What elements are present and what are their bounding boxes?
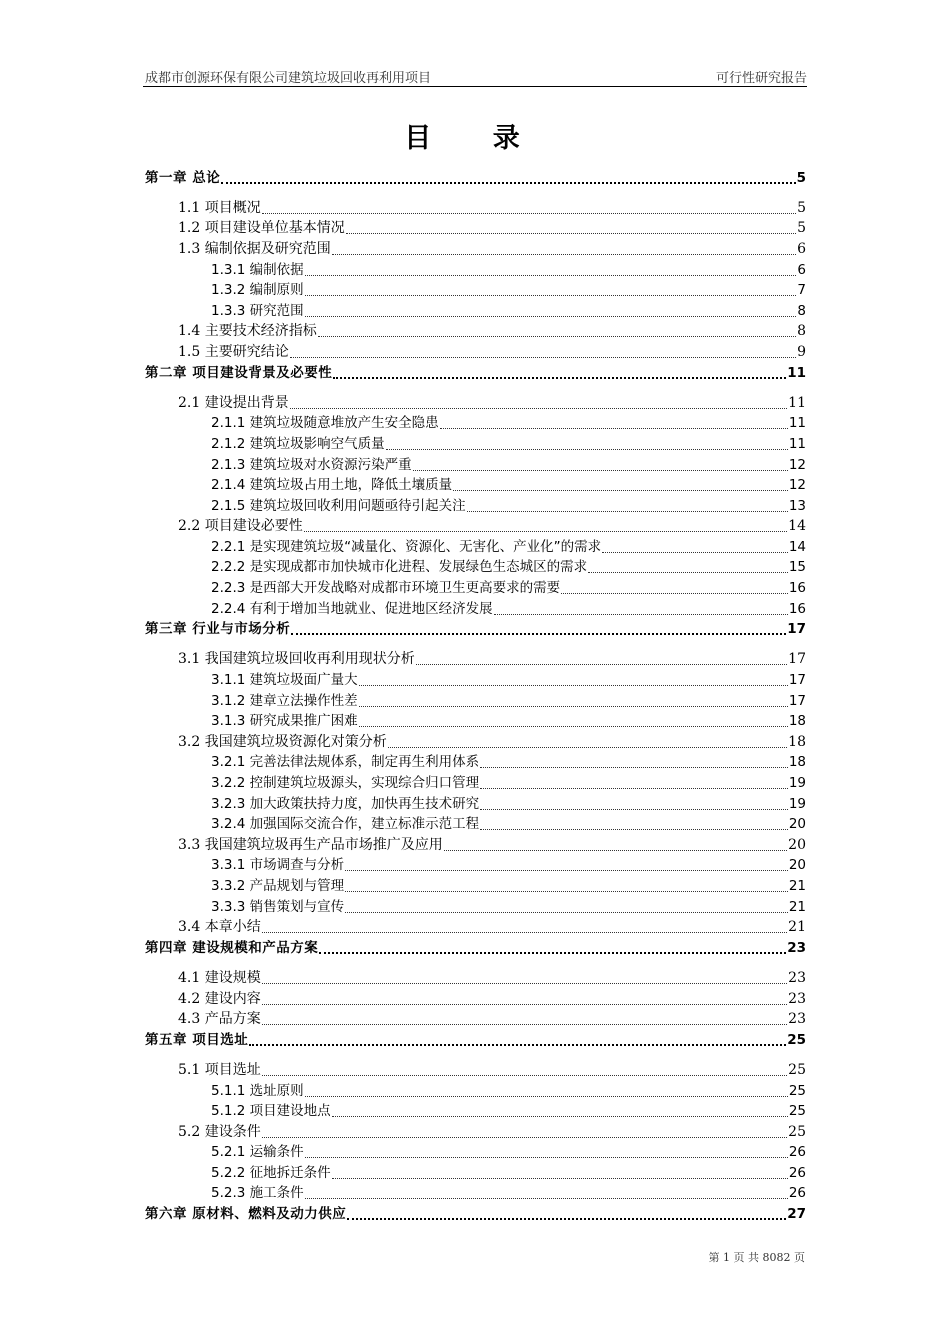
toc-page-number: 25 xyxy=(788,1082,806,1099)
toc-page-number: 21 xyxy=(788,919,806,936)
page-title: 目 录 xyxy=(404,123,546,154)
toc-dot-leader xyxy=(345,890,788,892)
toc-page-number: 9 xyxy=(797,343,806,360)
toc-page-number: 20 xyxy=(788,836,806,853)
toc-page-number: 21 xyxy=(788,898,806,915)
toc-entry-label: 3.3.3 销售策划与宣传 xyxy=(211,898,345,915)
toc-dot-leader xyxy=(290,407,787,409)
toc-dot-leader xyxy=(291,632,786,635)
toc-entry-label: 3.2.3 加大政策扶持力度，加快再生技术研究 xyxy=(211,795,480,812)
toc-dot-leader xyxy=(467,510,788,512)
toc-dot-leader xyxy=(262,1136,787,1138)
toc-entry[interactable] xyxy=(145,1100,806,1121)
toc-dot-leader xyxy=(453,489,788,491)
toc-dot-leader xyxy=(305,1197,788,1199)
toc-entry-label: 2.1.1 建筑垃圾随意堆放产生安全隐患 xyxy=(211,415,439,432)
toc-dot-leader xyxy=(304,530,787,532)
toc-entry[interactable] xyxy=(145,1058,806,1079)
toc-entry[interactable] xyxy=(145,1120,806,1141)
toc-dot-leader xyxy=(262,982,787,984)
toc-entry-label: 1.2 项目建设单位基本情况 xyxy=(178,220,345,237)
toc-entry-label: 1.3.1 编制依据 xyxy=(211,261,304,278)
toc-entry-label: 4.1 建设规模 xyxy=(178,969,261,986)
header-project-name: 成都市创源环保有限公司建筑垃圾回收再利用项目 xyxy=(145,71,432,86)
toc-page-number: 26 xyxy=(788,1164,806,1181)
toc-entry[interactable] xyxy=(145,751,806,772)
toc-page-number: 17 xyxy=(788,692,806,709)
toc-dot-leader xyxy=(588,571,788,573)
toc-entry[interactable] xyxy=(145,730,806,751)
toc-entry[interactable] xyxy=(145,792,806,813)
toc-page-number: 19 xyxy=(788,775,806,791)
table-of-contents xyxy=(145,166,806,1233)
toc-chapter-entry[interactable] xyxy=(145,1202,806,1223)
toc-dot-leader xyxy=(359,705,788,707)
toc-entry[interactable] xyxy=(145,391,806,412)
toc-page-number: 11 xyxy=(788,394,806,411)
toc-entry-label: 第六章 原材料、燃料及动力供应 xyxy=(145,1206,347,1223)
toc-entry[interactable] xyxy=(145,771,806,792)
toc-entry-label: 3.3 我国建筑垃圾再生产品市场推广及应用 xyxy=(178,836,443,853)
toc-page-number: 17 xyxy=(788,672,806,689)
toc-entry-label: 2.2.3 是西部大开发战略对成都市环境卫生更高要求的需要 xyxy=(211,580,561,597)
toc-chapter-entry[interactable] xyxy=(145,936,806,957)
toc-entry[interactable] xyxy=(145,1008,806,1029)
toc-entry-label: 第三章 行业与市场分析 xyxy=(145,621,291,638)
toc-dot-leader xyxy=(249,1043,786,1046)
toc-dot-leader xyxy=(305,274,797,276)
toc-entry-label: 3.2 我国建筑垃圾资源化对策分析 xyxy=(178,733,387,750)
toc-page-number: 14 xyxy=(788,518,806,535)
toc-page-number: 18 xyxy=(788,754,806,771)
toc-entry-label: 2.2.2 是实现成都市加快城市化进程、发展绿色生态城区的需求 xyxy=(211,559,588,576)
toc-entry-label: 4.2 建设内容 xyxy=(178,990,261,1007)
toc-entry-label: 第二章 项目建设背景及必要性 xyxy=(145,364,333,381)
toc-page-number: 19 xyxy=(788,795,806,812)
toc-dot-leader xyxy=(413,469,788,471)
toc-page-number: 8 xyxy=(797,323,806,340)
toc-dot-leader xyxy=(318,335,796,337)
toc-page-number: 26 xyxy=(788,1144,806,1161)
toc-entry-label: 3.1.3 研究成果推广困难 xyxy=(211,713,358,730)
toc-page-number: 25 xyxy=(788,1061,806,1078)
toc-dot-leader xyxy=(359,725,788,727)
toc-page-number: 16 xyxy=(788,600,806,617)
toc-page-number: 8 xyxy=(797,302,806,319)
toc-page-number: 18 xyxy=(788,733,806,750)
toc-entry-label: 2.2.4 有利于增加当地就业、促进地区经济发展 xyxy=(211,600,493,617)
toc-dot-leader xyxy=(333,376,786,379)
toc-chapter-entry[interactable] xyxy=(145,166,806,187)
toc-dot-leader xyxy=(290,356,796,358)
toc-dot-leader xyxy=(494,613,788,615)
toc-entry-label: 3.3.2 产品规划与管理 xyxy=(211,877,345,894)
toc-entry-label: 5.2.1 运输条件 xyxy=(211,1144,304,1161)
toc-page-number: 11 xyxy=(788,415,806,432)
toc-entry[interactable] xyxy=(145,412,806,433)
toc-dot-leader xyxy=(480,808,788,810)
toc-entry[interactable] xyxy=(145,217,806,238)
toc-dot-leader xyxy=(561,592,788,594)
toc-dot-leader xyxy=(444,849,787,851)
toc-entry[interactable] xyxy=(145,494,806,515)
toc-page-number: 6 xyxy=(797,261,806,278)
toc-page-number: 17 xyxy=(787,621,806,638)
toc-entry-label: 2.2 项目建设必要性 xyxy=(178,518,303,535)
toc-page-number: 11 xyxy=(787,364,806,381)
toc-entry[interactable] xyxy=(145,895,806,916)
toc-entry[interactable] xyxy=(145,576,806,597)
toc-page-number: 23 xyxy=(787,939,806,956)
toc-entry-label: 3.2.4 加强国际交流合作，建立标准示范工程 xyxy=(211,816,480,833)
toc-entry-label: 3.1.1 建筑垃圾面广量大 xyxy=(211,672,358,689)
toc-dot-leader xyxy=(305,294,797,296)
toc-entry[interactable] xyxy=(145,196,806,217)
toc-dot-leader xyxy=(262,1074,787,1076)
toc-entry-label: 2.1.2 建筑垃圾影响空气质量 xyxy=(211,435,385,452)
toc-entry-label: 4.3 产品方案 xyxy=(178,1011,261,1028)
toc-page-number: 6 xyxy=(797,240,806,257)
toc-entry-label: 2.2.1 是实现建筑垃圾“减量化、资源化、无害化、产业化”的需求 xyxy=(211,538,602,555)
toc-chapter-entry[interactable] xyxy=(145,618,806,639)
toc-entry-label: 2.1 建设提出背景 xyxy=(178,394,289,411)
toc-entry[interactable] xyxy=(145,320,806,341)
toc-entry-label: 3.4 本章小结 xyxy=(178,919,261,936)
toc-page-number: 12 xyxy=(788,477,806,494)
toc-page-number: 25 xyxy=(787,1031,806,1048)
toc-entry-label: 5.2.3 施工条件 xyxy=(211,1185,304,1202)
toc-entry[interactable] xyxy=(145,916,806,937)
toc-dot-leader xyxy=(345,869,788,871)
toc-dot-leader xyxy=(332,1177,788,1179)
toc-entry[interactable] xyxy=(145,813,806,834)
toc-entry-label: 1.4 主要技术经济指标 xyxy=(178,323,317,340)
toc-entry-label: 第一章 总论 xyxy=(145,169,221,186)
toc-page-number: 25 xyxy=(788,1123,806,1140)
toc-entry-label: 第四章 建设规模和产品方案 xyxy=(145,939,319,956)
toc-page-number: 5 xyxy=(797,199,806,216)
toc-entry[interactable] xyxy=(145,258,806,279)
toc-dot-leader xyxy=(480,828,788,830)
toc-dot-leader xyxy=(262,931,787,933)
toc-entry[interactable] xyxy=(145,966,806,987)
toc-dot-leader xyxy=(332,253,796,255)
toc-entry[interactable] xyxy=(145,874,806,895)
toc-page-number: 23 xyxy=(788,990,806,1007)
toc-page-number: 13 xyxy=(788,497,806,514)
toc-page-number: 23 xyxy=(788,969,806,986)
toc-page-number: 20 xyxy=(788,816,806,833)
toc-page-number: 5 xyxy=(796,169,806,186)
toc-entry-label: 3.3.1 市场调查与分析 xyxy=(211,857,345,874)
toc-entry[interactable] xyxy=(145,1141,806,1162)
toc-page-number: 7 xyxy=(797,282,806,299)
toc-entry[interactable] xyxy=(145,987,806,1008)
toc-dot-leader xyxy=(480,766,788,768)
toc-chapter-entry[interactable] xyxy=(145,361,806,382)
toc-entry[interactable] xyxy=(145,1161,806,1182)
toc-page-number: 21 xyxy=(788,877,806,894)
toc-dot-leader xyxy=(262,212,796,214)
toc-dot-leader xyxy=(305,1156,788,1158)
toc-dot-leader xyxy=(386,448,788,450)
toc-dot-leader xyxy=(319,951,786,954)
toc-dot-leader xyxy=(346,232,796,234)
toc-page-number: 27 xyxy=(787,1206,806,1223)
toc-page-number: 5 xyxy=(797,220,806,237)
toc-entry-label: 第五章 项目选址 xyxy=(145,1031,249,1048)
toc-page-number: 12 xyxy=(788,456,806,473)
toc-entry-label: 5.1.2 项目建设地点 xyxy=(211,1103,331,1120)
toc-dot-leader xyxy=(305,315,797,317)
toc-entry-label: 3.1 我国建筑垃圾回收再利用现状分析 xyxy=(178,651,415,668)
toc-page-number: 26 xyxy=(788,1185,806,1202)
toc-dot-leader xyxy=(262,1003,787,1005)
toc-entry-label: 5.1.1 选址原则 xyxy=(211,1082,304,1099)
toc-page-number: 20 xyxy=(788,857,806,874)
toc-entry-label: 3.2.2 控制建筑垃圾源头，实现综合归口管理 xyxy=(211,775,480,791)
toc-entry[interactable] xyxy=(145,710,806,731)
toc-entry[interactable] xyxy=(145,279,806,300)
toc-dot-leader xyxy=(345,911,788,913)
page-header xyxy=(143,66,807,87)
toc-dot-leader xyxy=(221,181,795,184)
toc-page-number: 23 xyxy=(788,1011,806,1028)
toc-entry-label: 2.1.3 建筑垃圾对水资源污染严重 xyxy=(211,456,412,473)
toc-dot-leader xyxy=(332,1115,788,1117)
toc-entry-label: 5.2 建设条件 xyxy=(178,1123,261,1140)
toc-entry[interactable] xyxy=(145,854,806,875)
toc-entry-label: 2.1.5 建筑垃圾回收利用问题亟待引起关注 xyxy=(211,497,466,514)
toc-entry-label: 2.1.4 建筑垃圾占用土地，降低土壤质量 xyxy=(211,477,453,494)
toc-chapter-entry[interactable] xyxy=(145,1028,806,1049)
toc-entry-label: 1.3 编制依据及研究范围 xyxy=(178,240,331,257)
toc-entry-label: 3.1.2 建章立法操作性差 xyxy=(211,692,358,709)
toc-entry[interactable] xyxy=(145,833,806,854)
toc-entry[interactable] xyxy=(145,474,806,495)
toc-dot-leader xyxy=(359,684,788,686)
toc-entry[interactable] xyxy=(145,668,806,689)
toc-dot-leader xyxy=(388,746,787,748)
toc-entry[interactable] xyxy=(145,556,806,577)
toc-entry[interactable] xyxy=(145,597,806,618)
toc-entry-label: 1.3.2 编制原则 xyxy=(211,282,304,299)
toc-entry[interactable] xyxy=(145,299,806,320)
toc-entry[interactable] xyxy=(145,432,806,453)
toc-dot-leader xyxy=(416,663,787,665)
toc-page-number: 17 xyxy=(788,651,806,668)
toc-entry-label: 3.2.1 完善法律法规体系，制定再生利用体系 xyxy=(211,754,480,771)
toc-entry[interactable] xyxy=(145,453,806,474)
toc-entry-label: 1.5 主要研究结论 xyxy=(178,343,289,360)
toc-entry[interactable] xyxy=(145,689,806,710)
toc-entry[interactable] xyxy=(145,515,806,536)
toc-dot-leader xyxy=(440,427,788,429)
toc-entry-label: 5.2.2 征地拆迁条件 xyxy=(211,1164,331,1181)
toc-entry[interactable] xyxy=(145,648,806,669)
toc-page-number: 25 xyxy=(788,1103,806,1120)
toc-dot-leader xyxy=(262,1023,787,1025)
toc-page-number: 18 xyxy=(788,713,806,730)
toc-entry[interactable] xyxy=(145,535,806,556)
toc-entry-label: 1.1 项目概况 xyxy=(178,199,261,216)
toc-entry-label: 1.3.3 研究范围 xyxy=(211,302,304,319)
toc-page-number: 14 xyxy=(788,538,806,555)
toc-entry[interactable] xyxy=(145,237,806,258)
toc-entry[interactable] xyxy=(145,1079,806,1100)
toc-dot-leader xyxy=(480,787,788,789)
toc-page-number: 15 xyxy=(788,559,806,576)
toc-entry-label: 5.1 项目选址 xyxy=(178,1061,261,1078)
toc-dot-leader xyxy=(347,1217,786,1220)
toc-entry[interactable] xyxy=(145,1182,806,1203)
page-footer: 第 1 页 共 8082 页 xyxy=(708,1251,805,1264)
toc-dot-leader xyxy=(305,1095,788,1097)
toc-entry[interactable] xyxy=(145,340,806,361)
header-document-type: 可行性研究报告 xyxy=(715,71,807,86)
toc-dot-leader xyxy=(602,551,788,553)
toc-page-number: 11 xyxy=(788,435,806,452)
toc-page-number: 16 xyxy=(788,580,806,597)
